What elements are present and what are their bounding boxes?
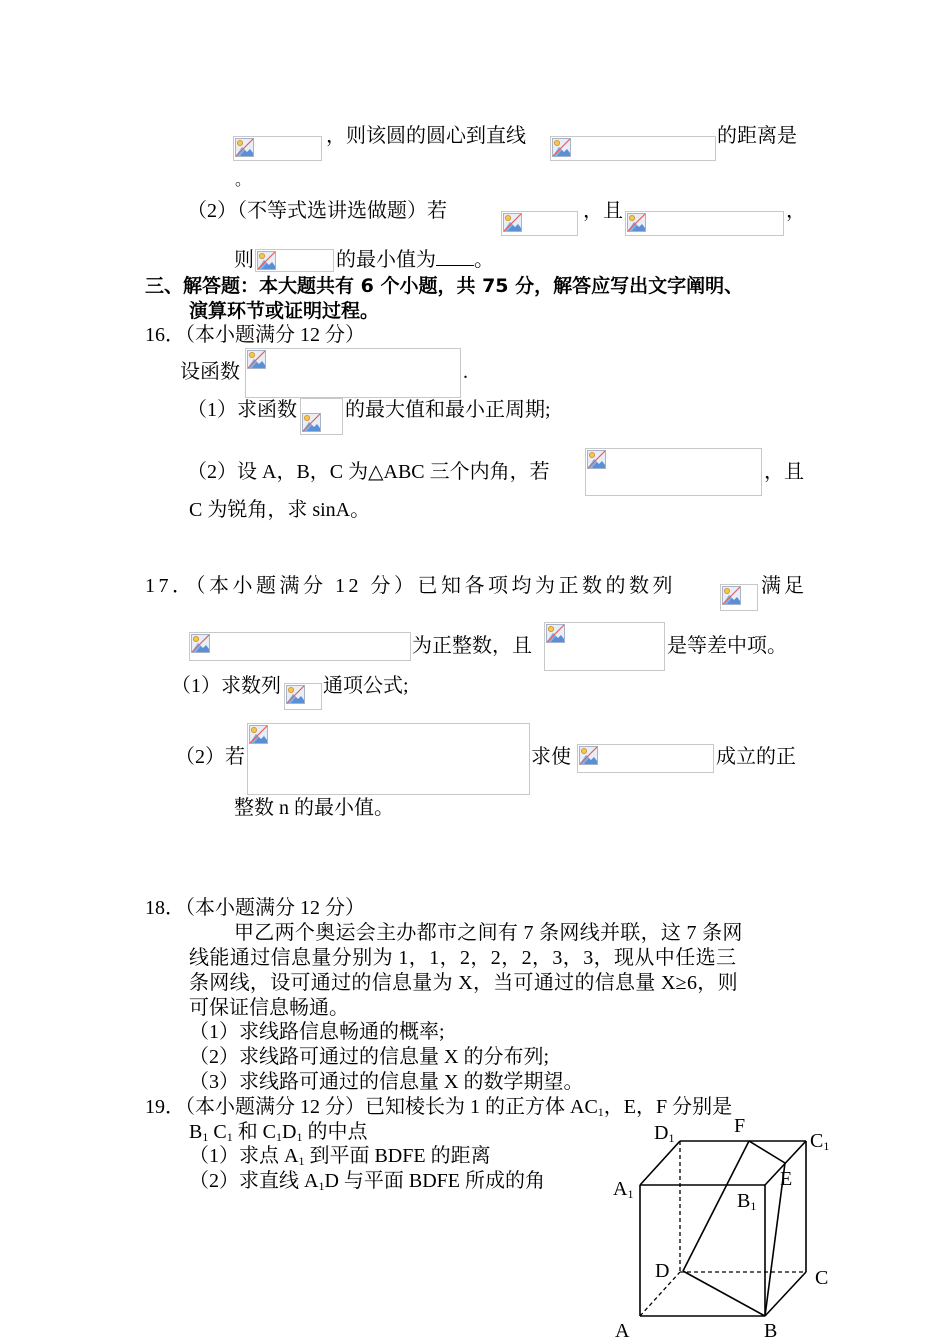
text-line: 的最小值为 。 — [336, 249, 494, 271]
paragraph-line: （2）求线路可通过的信息量 X 的分布列; — [189, 1046, 549, 1068]
paragraph-line: 线能通过信息量分别为 1，1，2，2，2，3，3，现从中任选三 — [189, 947, 737, 969]
text-line: ，则该圆的圆心到直线 — [326, 125, 526, 147]
text-line: 整数 n 的最小值。 — [234, 797, 394, 819]
text-line: 通项公式; — [323, 675, 409, 697]
paragraph-line: 可保证信息畅通。 — [189, 997, 349, 1019]
section-heading-cont: 演算环节或证明过程。 — [189, 300, 380, 322]
vertex-label-C1: $C_1$ — [810, 1130, 830, 1153]
vertex-label-F: F — [734, 1115, 746, 1137]
text-line: （2）设 A，B，C 为△ABC 三个内角，若 — [187, 461, 550, 483]
paragraph-line: （3）求线路可通过的信息量 X 的数学期望。 — [189, 1071, 584, 1093]
text-line: （1）求函数 — [187, 399, 297, 421]
edge-BC — [765, 1272, 806, 1316]
text-line: 满足 — [761, 575, 807, 597]
text-line: C 为锐角，求 sinA。 — [189, 499, 371, 521]
text-line: （1）求点 $A_1$ 到平面 BDFE 的距离 — [189, 1145, 491, 1168]
edge-A1D1 — [640, 1141, 680, 1185]
text-line: （2）若 — [175, 746, 245, 768]
text-line: （1）求数列 — [171, 675, 281, 697]
vertex-label-D: D — [655, 1260, 670, 1282]
line-FE — [749, 1141, 785, 1163]
vertex-label-B1: $B_1$ — [737, 1190, 757, 1213]
text-line: . — [463, 361, 468, 383]
text-line: 的距离是 — [717, 125, 797, 147]
text-line: 是等差中项。 — [667, 635, 787, 657]
text-line: $B_1$ $C_1$ 和 $C_1D_1$ 的中点 — [189, 1121, 368, 1144]
question-header: 18．（本小题满分 12 分） — [145, 897, 365, 919]
line-DB — [683, 1271, 765, 1316]
vertex-label-A: A — [615, 1320, 630, 1342]
paragraph-line: 甲乙两个奥运会主办都市之间有 7 条网线并联，这 7 条网 — [234, 922, 743, 944]
vertex-label-E: E — [780, 1168, 793, 1190]
text-line: ，且 — [764, 461, 804, 483]
text-line: ， — [786, 200, 806, 222]
question-header: 19．（本小题满分 12 分）已知棱长为 1 的正方体 $AC_1$，E，F 分别是 — [145, 1096, 733, 1119]
vertex-label-A1: $A_1$ — [613, 1178, 634, 1201]
text-line: 设函数 — [180, 361, 240, 383]
paragraph-line: 条网线，设可通过的信息量为 X，当可通过的信息量 X≥6，则 — [189, 972, 738, 994]
paragraph-line: （1）求线路信息畅通的概率; — [189, 1021, 445, 1043]
text-line: 求使 — [531, 746, 571, 768]
vertex-label-B: B — [764, 1320, 778, 1342]
question-header: 16．（本小题满分 12 分） — [145, 324, 365, 346]
vertex-label-D1: $D_1$ — [654, 1122, 675, 1145]
question-header: 17．（本小题满分 12 分）已知各项均为正数的数列 — [145, 575, 676, 597]
text-line: 的最大值和最小正周期; — [345, 399, 551, 421]
text-line: 。 — [235, 172, 252, 189]
text-line: （2）（不等式选讲选做题）若 — [187, 200, 447, 222]
text-line: 成立的正 — [716, 746, 796, 768]
text-line: 则 — [234, 249, 254, 271]
text-line: 为正整数，且 — [412, 635, 532, 657]
section-heading: 三、解答题：本大题共有 6 个小题，共 75 分，解答应写出文字阐明、 — [145, 275, 744, 297]
text-line: ，且 — [583, 200, 623, 222]
vertex-label-C: C — [815, 1267, 829, 1289]
text-line: （2）求直线 $A_1D$ 与平面 BDFE 所成的角 — [189, 1170, 546, 1193]
